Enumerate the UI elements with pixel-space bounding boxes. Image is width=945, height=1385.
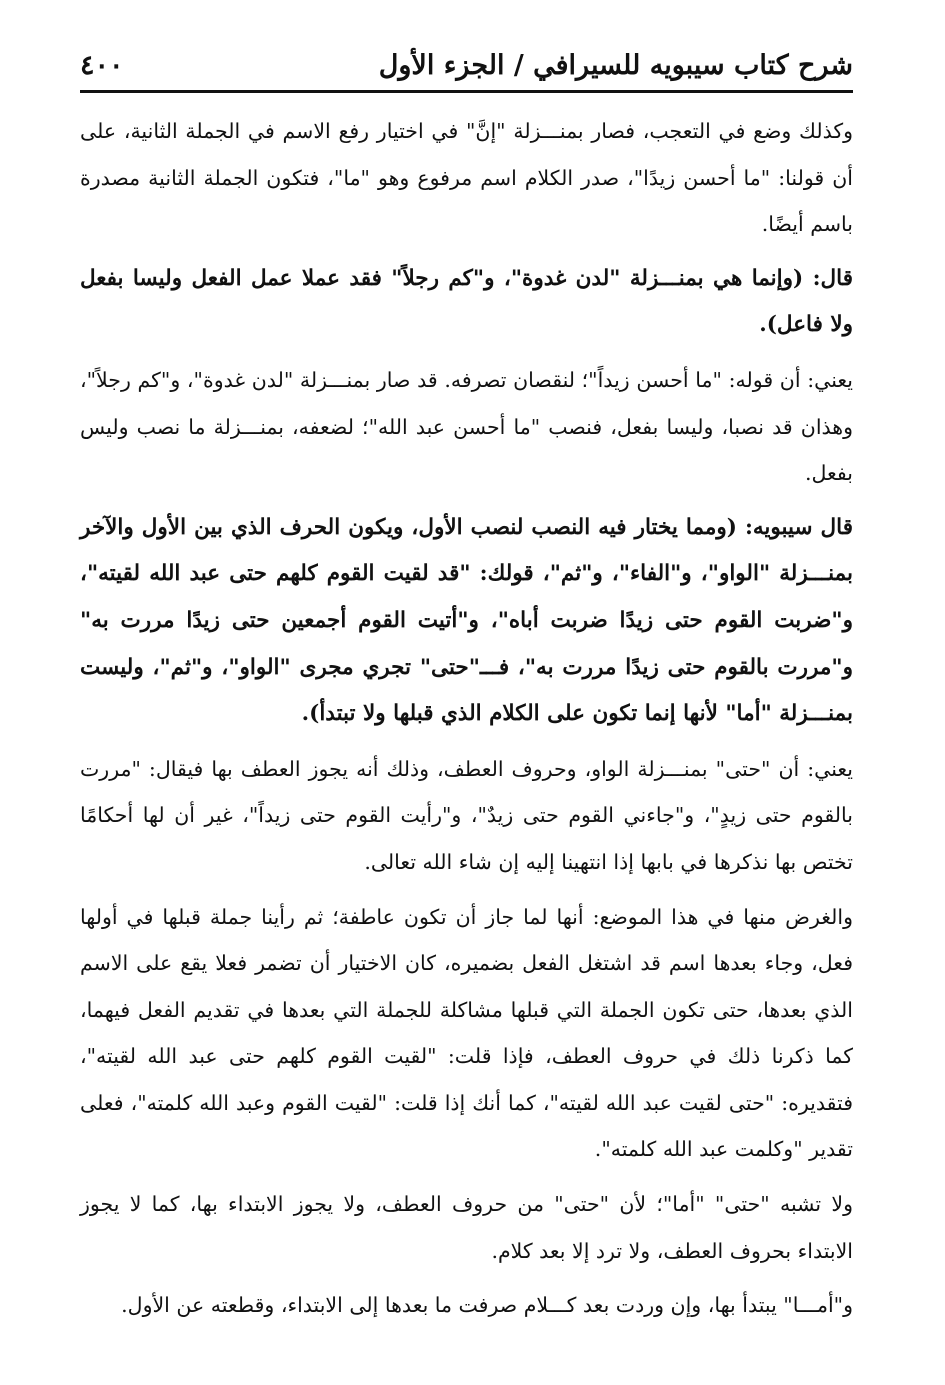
running-header — [80, 40, 853, 93]
page-body — [80, 108, 853, 1337]
paragraph: والغرض منها في هذا الموضع: أنها لما جاز أن تكون عاطفة؛ ثم رأينا جملة قبلها في أولها فعل، وجاء بعدها اسم قد اشتغل الفعل بضميره، كان الاختيار أن تضمر فعلا يقع على الاسم الذي بعدها، حتى تكون الجملة التي قبلها مشاكلة للجملة التي بعدها في تقديم الفعل فيهما، كما ذكرنا ذلك في حروف العطف، فإذا قلت: "لقيت القوم كلهم حتى عبد الله لقيته"، فتقديره: "حتى لقيت عبد الله لقيته"، كما أنك إذا قلت: "لقيت القوم وعبد الله كلمته"، فعلى تقدير "وكلمت عبد الله كلمته". — [80, 904, 853, 1162]
paragraph: يعني: أن قوله: "ما أحسن زيداً"؛ لنقصان تصرفه. قد صار بمنـــزلة "لدن غدوة"، و"كم رجلاً"، وهذان قد نصبا، وليسا بفعل، فنصب "ما أحسن عبد الله"؛ لضعفه، بمنـــزلة ما نصب وليس بفعل. — [80, 367, 853, 486]
paragraph: يعني: أن "حتى" بمنـــزلة الواو، وحروف العطف، وذلك أنه يجوز العطف بها فيقال: "مررت بالقوم حتى زيدٍ"، و"جاءني القوم حتى زيدٌ"، و"رأيت القوم حتى زيداً"، غير أن لها أحكامًا تختص بها نذكرها في بابها إذا انتهينا إليه إن شاء الله تعالى. — [80, 756, 853, 874]
paragraph: ولا تشبه "حتى" "أما"؛ لأن "حتى" من حروف العطف، ولا يجوز الابتداء بها، كما لا يجوز الابتداء بحروف العطف، ولا ترد إلا بعد كلام. — [80, 1192, 853, 1263]
paragraph: و"أمـــا" يبتدأ بها، وإن وردت بعد كـــلام صرفت ما بعدها إلى الابتداء، وقطعته عن الأول. — [121, 1293, 853, 1318]
quoted-paragraph: قال سيبويه: (ومما يختار فيه النصب لنصب الأول، ويكون الحرف الذي بين الأول والآخر بمنـــزلة "الواو"، و"الفاء"، و"ثم"، قولك: "قد لقيت القوم كلهم حتى عبد الله لقيته"، و"ضربت القوم حتى زيدًا ضربت أباه"، و"أتيت القوم أجمعين حتى زيدًا مررت به" و"مررت بالقوم حتى زيدًا مررت به"، فـــ"حتى" تجري مجرى "الواو"، و"ثم"، وليست بمنـــزلة "أما" لأنها إنما تكون على الكلام الذي قبلها ولا تبتدأ). — [80, 514, 853, 727]
quoted-paragraph: قال: (وإنما هي بمنـــزلة "لدن غدوة"، و"كم رجلاً" فقد عملا عمل الفعل وليسا بفعل ولا فاعل). — [80, 265, 853, 338]
book-title: شرح كتاب سيبويه للسيرافي / الجزء الأول — [378, 49, 853, 81]
page-number: ٤٠٠ — [80, 49, 124, 81]
paragraph: وكذلك وضع في التعجب، فصار بمنـــزلة "إنَّ" في اختيار رفع الاسم في الجملة الثانية، على أن قولنا: "ما أحسن زيدًا"، صدر الكلام اسم مرفوع وهو "ما"، فتكون الجملة الثانية مصدرة باسم أيضًا. — [80, 119, 853, 237]
